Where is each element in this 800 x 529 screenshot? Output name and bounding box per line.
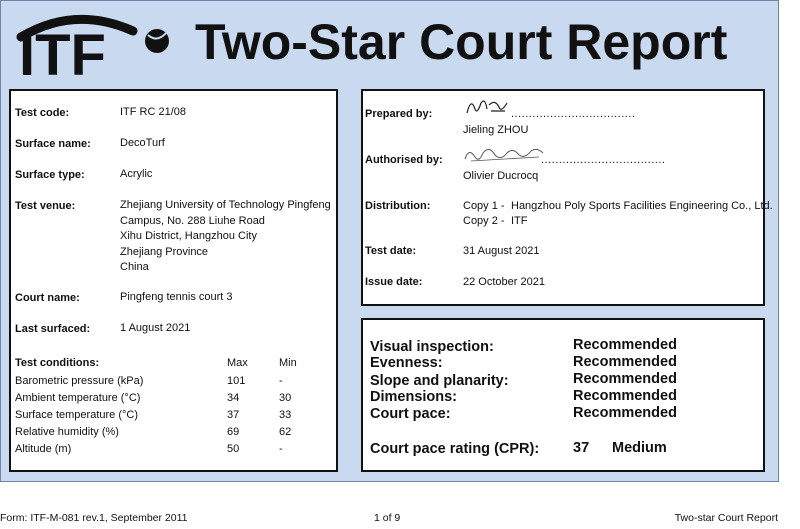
prepared-by-label: Prepared by: xyxy=(365,108,433,120)
condition-label: Surface temperature (°C) xyxy=(15,409,138,421)
condition-max: 101 xyxy=(227,375,246,387)
cpr-value: 37 xyxy=(573,440,590,456)
prepared-dots: ................................... xyxy=(511,108,636,120)
result-label: Evenness: xyxy=(370,355,443,371)
footer-doc-title: Two-star Court Report xyxy=(674,512,778,524)
test-venue-label: Test venue: xyxy=(15,200,76,212)
venue-line: Zhejiang Province xyxy=(120,245,209,258)
issue-date-label: Issue date: xyxy=(365,276,423,288)
copy-2-value: ITF xyxy=(511,215,528,227)
surface-type-value: Acrylic xyxy=(120,168,153,180)
result-value: Recommended xyxy=(573,371,677,387)
venue-line: Zhejiang University of Technology Pingfeng xyxy=(120,199,331,211)
venue-line: Campus, No. 288 Liuhe Road xyxy=(120,214,265,227)
last-surfaced-label: Last surfaced: xyxy=(15,323,91,335)
result-value: Recommended xyxy=(573,337,677,353)
max-column-header: Max xyxy=(227,357,248,369)
copy-1-value: Hangzhou Poly Sports Facilities Engineering Co., Ltd. xyxy=(511,200,773,212)
result-label: Court pace: xyxy=(370,406,451,422)
test-info-panel xyxy=(9,89,338,472)
condition-min: - xyxy=(279,375,283,387)
test-date-value: 31 August 2021 xyxy=(463,245,540,257)
test-code-label: Test code: xyxy=(15,107,70,119)
condition-max: 37 xyxy=(227,409,240,421)
signature-authorised-icon xyxy=(461,141,547,165)
test-code-value: ITF RC 21/08 xyxy=(120,106,187,118)
copy-1-label: Copy 1 - xyxy=(463,200,505,212)
result-label: Visual inspection: xyxy=(370,339,494,355)
prepared-by-name: Jieling ZHOU xyxy=(463,124,529,136)
result-value: Recommended xyxy=(573,405,677,421)
page-title: Two-Star Court Report xyxy=(195,14,728,70)
condition-min: 33 xyxy=(279,409,292,421)
court-name-value: Pingfeng tennis court 3 xyxy=(120,291,233,303)
condition-min: 62 xyxy=(279,426,292,438)
results-summary-panel xyxy=(361,318,765,472)
form-reference: Form: ITF-M-081 rev.1, September 2011 xyxy=(0,512,188,524)
last-surfaced-value: 1 August 2021 xyxy=(120,322,191,334)
result-value: Recommended xyxy=(573,354,677,370)
logo-text: ITF xyxy=(19,23,106,81)
venue-line: Xihu District, Hangzhou City xyxy=(120,230,257,242)
authorised-by-name: Olivier Ducrocq xyxy=(463,170,539,182)
condition-max: 50 xyxy=(227,443,240,455)
condition-label: Barometric pressure (kPa) xyxy=(15,375,144,387)
venue-line: China xyxy=(120,261,149,273)
surface-type-label: Surface type: xyxy=(15,169,85,181)
authorised-by-label: Authorised by: xyxy=(365,154,443,166)
test-conditions-heading: Test conditions: xyxy=(15,357,100,369)
distribution-label: Distribution: xyxy=(365,200,431,212)
issue-date-value: 22 October 2021 xyxy=(463,276,545,288)
cpr-label: Court pace rating (CPR): xyxy=(370,441,540,457)
condition-label: Relative humidity (%) xyxy=(15,426,119,438)
surface-name-label: Surface name: xyxy=(15,138,91,150)
min-column-header: Min xyxy=(279,357,297,369)
page-number: 1 of 9 xyxy=(374,512,401,524)
surface-name-value: DecoTurf xyxy=(120,137,165,149)
cpr-category: Medium xyxy=(612,440,667,456)
result-label: Dimensions: xyxy=(370,389,458,405)
condition-max: 34 xyxy=(227,392,240,404)
condition-min: 30 xyxy=(279,392,292,404)
condition-max: 69 xyxy=(227,426,240,438)
copy-2-label: Copy 2 - xyxy=(463,215,505,227)
condition-label: Altitude (m) xyxy=(15,443,72,455)
result-label: Slope and planarity: xyxy=(370,373,509,389)
condition-min: - xyxy=(279,443,283,455)
result-value: Recommended xyxy=(573,388,677,404)
condition-label: Ambient temperature (°C) xyxy=(15,392,141,404)
court-name-label: Court name: xyxy=(15,292,80,304)
test-date-label: Test date: xyxy=(365,245,417,257)
authorised-dots: ................................... xyxy=(541,154,666,166)
report-meta-panel xyxy=(361,89,773,306)
itf-logo xyxy=(15,11,185,81)
